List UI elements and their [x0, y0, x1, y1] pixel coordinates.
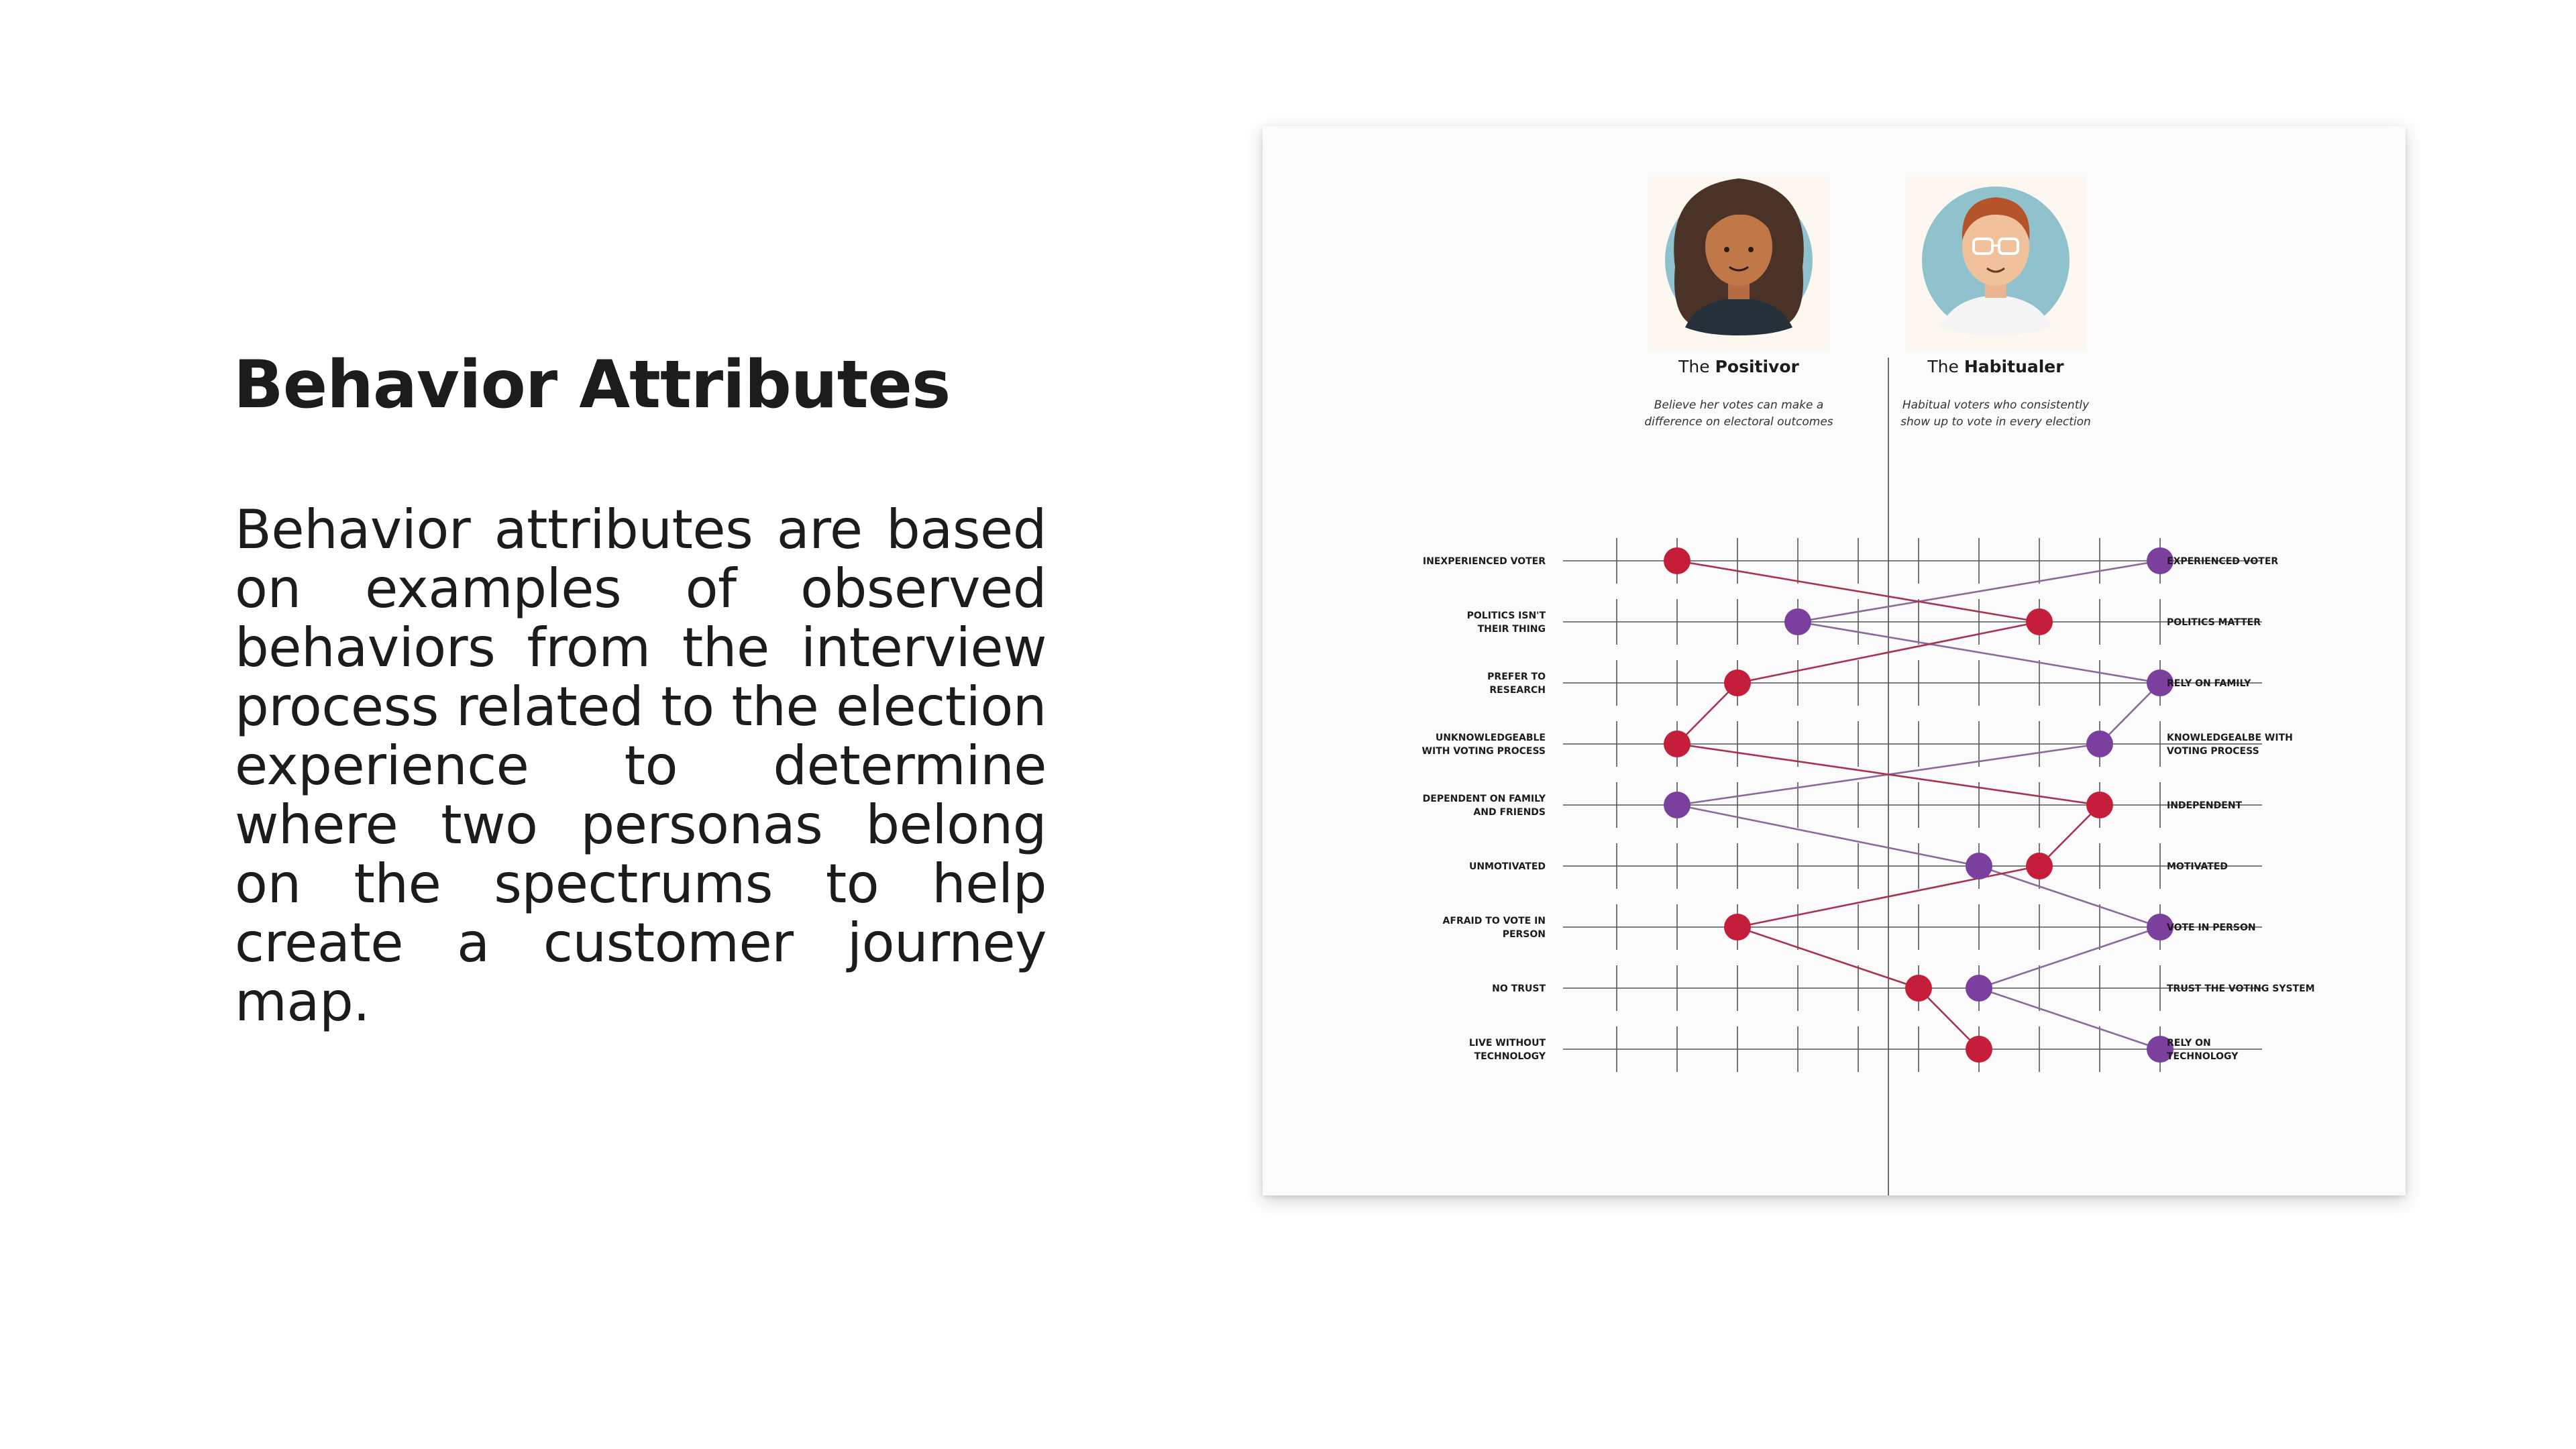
spectrum-left-label: RESEARCH [1489, 685, 1546, 696]
habitualer-marker [1966, 975, 1992, 1002]
spectrum-left-label: POLITICS ISN'T [1466, 610, 1546, 621]
spectrum-right-label: TECHNOLOGY [2167, 1051, 2239, 1062]
persona-spectrum-figure [1263, 126, 2406, 1195]
spectrum-right-label: RELY ON FAMILY [2167, 678, 2251, 689]
habitualer-name: The Habitualer [1927, 357, 2064, 376]
habitualer-marker [1966, 853, 1992, 879]
habitualer-desc-line2: show up to vote in every election [1900, 415, 2091, 429]
positivor-marker [1724, 914, 1751, 941]
spectrum-left-label: UNKNOWLEDGEABLE [1435, 733, 1546, 743]
habitualer-marker [2086, 731, 2113, 757]
spectrum-left-label: THEIR THING [1477, 624, 1546, 635]
spectrum-right-label: POLITICS MATTER [2167, 617, 2261, 628]
spectrum-left-label: UNMOTIVATED [1468, 861, 1546, 872]
spectrum-left-label: AND FRIENDS [1473, 807, 1546, 818]
positivor-marker [1724, 669, 1751, 696]
positivor-desc-line1: Believe her votes can make a [1654, 398, 1824, 412]
positivor-marker [2026, 853, 2053, 879]
habitualer-marker [1784, 608, 1811, 635]
spectrum-right-label: EXPERIENCED VOTER [2167, 556, 2279, 567]
spectrum-left-label: NO TRUST [1492, 983, 1546, 994]
spectrum-left-label: PREFER TO [1487, 672, 1546, 682]
spectrum-right-label: RELY ON [2167, 1038, 2211, 1049]
spectrum-left-label: INEXPERIENCED VOTER [1422, 556, 1546, 567]
positivor-desc-line2: difference on electoral outcomes [1644, 415, 1833, 429]
positivor-name: The Positivor [1678, 357, 1799, 376]
habitualer-connector [1979, 988, 2160, 1049]
spectrum-left-label: AFRAID TO VOTE IN [1442, 916, 1546, 926]
spectrum-labels [1422, 556, 2315, 1062]
positivor-marker [1664, 547, 1690, 574]
spectrum-left-label: PERSON [1502, 929, 1546, 940]
spectrum-left-label: WITH VOTING PROCESS [1421, 746, 1546, 757]
spectrum-grid [1563, 358, 2262, 1195]
spectrum-left-label: DEPENDENT ON FAMILY [1422, 794, 1546, 804]
positivor-marker [1966, 1036, 1992, 1063]
spectrum-right-label: VOTING PROCESS [2167, 746, 2259, 757]
habitualer-avatar [1905, 176, 2086, 351]
positivor-marker [2086, 792, 2113, 818]
spectrum-right-label: TRUST THE VOTING SYSTEM [2167, 983, 2315, 994]
habitualer-connector [1979, 927, 2160, 988]
spectrum-left-label: LIVE WITHOUT [1468, 1038, 1546, 1049]
positivor-marker [1664, 731, 1690, 757]
spectrum-right-label: KNOWLEDGEALBE WITH [2167, 733, 2293, 743]
spectrum-left-label: TECHNOLOGY [1474, 1051, 1546, 1062]
habitualer-desc-line1: Habitual voters who consistently [1902, 398, 2090, 412]
spectrum-right-label: MOTIVATED [2167, 861, 2228, 872]
positivor-marker [1905, 975, 1932, 1002]
spectrum-right-label: VOTE IN PERSON [2167, 922, 2256, 933]
slide-body-text: Behavior attributes are based on examples of observed behaviors from the interview process related to the election experience to determine where two personas belong on the spectrums to help create a customer journey map. [235, 498, 1046, 1033]
positivor-connector [1737, 927, 1919, 988]
positivor-avatar [1648, 176, 1829, 351]
habitualer-connector [1677, 805, 1979, 866]
spectrum-right-label: INDEPENDENT [2167, 800, 2243, 811]
habitualer-marker [1664, 792, 1690, 818]
slide-title: Behavior Attributes [233, 347, 951, 423]
spectrum-diagram [1263, 126, 2406, 1195]
habitualer-connector [1979, 866, 2160, 927]
positivor-marker [2026, 608, 2053, 635]
